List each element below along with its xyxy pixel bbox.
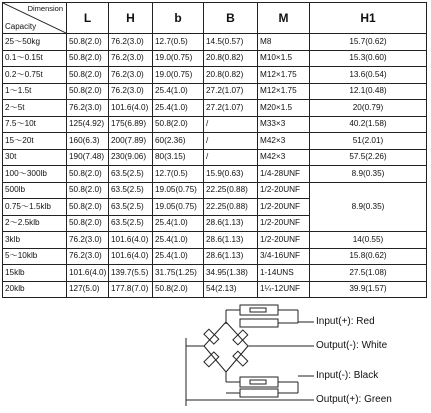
cell-h1: 13.6(0.54): [310, 67, 427, 84]
cell-h1: 12.1(0.48): [310, 83, 427, 100]
cell-b-small: 60(2.36): [153, 133, 204, 150]
table-row: [3, 265, 427, 282]
cell-l: 50.8(2.0): [67, 215, 109, 232]
cell-l: 76.2(3.0): [67, 232, 109, 249]
cell-m: 1/2-20UNF: [258, 232, 310, 249]
cell-b-small: 19.0(0.75): [153, 67, 204, 84]
cell-b-small: 12.7(0.5): [153, 166, 204, 183]
cell-b: 22.25(0.88): [204, 182, 258, 199]
cell-b-small: 25.4(1.0): [153, 215, 204, 232]
cell-capacity: 2～2.5klb: [3, 215, 67, 232]
cell-m: M8: [258, 34, 310, 51]
cell-m: 1/2-20UNF: [258, 215, 310, 232]
cell-b: 20.8(0.82): [204, 67, 258, 84]
cell-m: M12×1.75: [258, 67, 310, 84]
cell-b: 28.6(1.13): [204, 215, 258, 232]
wiring-diagram: [178, 300, 431, 408]
cell-h: 230(9.06): [109, 149, 153, 166]
cell-l: 50.8(2.0): [67, 50, 109, 67]
cell-h1: 15.8(0.62): [310, 248, 427, 265]
cell-h1: 57.5(2.26): [310, 149, 427, 166]
table-row: [3, 248, 427, 265]
corner-header: [3, 3, 67, 34]
table-row: [3, 182, 427, 199]
cell-h1: 39.9(1.57): [310, 281, 427, 298]
cell-l: 76.2(3.0): [67, 248, 109, 265]
col-header-b-small: b: [153, 3, 204, 34]
cell-l: 190(7.48): [67, 149, 109, 166]
cell-capacity: 15klb: [3, 265, 67, 282]
cell-b: /: [204, 116, 258, 133]
cell-b-small: 31.75(1.25): [153, 265, 204, 282]
cell-l: 50.8(2.0): [67, 199, 109, 216]
cell-h: 63.5(2.5): [109, 199, 153, 216]
cell-capacity: 0.75～1.5klb: [3, 199, 67, 216]
cell-h: 175(6.89): [109, 116, 153, 133]
table-row: [3, 83, 427, 100]
bridge-circuit: [178, 300, 431, 408]
cell-h1: 15.7(0.62): [310, 34, 427, 51]
table-row: [3, 116, 427, 133]
label-output-negative: Output(-): White: [316, 340, 388, 351]
cell-l: 101.6(4.0): [67, 265, 109, 282]
cell-b-small: 19.0(0.75): [153, 50, 204, 67]
label-output-positive: Output(+): Green: [316, 394, 392, 405]
cell-capacity: 30t: [3, 149, 67, 166]
cell-capacity: 1～1.5t: [3, 83, 67, 100]
dimension-table: [2, 2, 427, 298]
cell-l: 125(4.92): [67, 116, 109, 133]
cell-h: 76.2(3.0): [109, 83, 153, 100]
cell-m: M12×1.75: [258, 83, 310, 100]
label-input-positive: Input(+): Red: [316, 316, 375, 327]
col-header-h: H: [109, 3, 153, 34]
table-row: [3, 281, 427, 298]
dimension-label: Dimension: [27, 4, 63, 13]
cell-h: 76.2(3.0): [109, 67, 153, 84]
cell-m: M20×1.5: [258, 100, 310, 117]
table-row: [3, 133, 427, 150]
cell-b: 27.2(1.07): [204, 100, 258, 117]
cell-capacity: 3klb: [3, 232, 67, 249]
cell-m: 1¼-12UNF: [258, 281, 310, 298]
cell-b: /: [204, 149, 258, 166]
cell-l: 76.2(3.0): [67, 100, 109, 117]
cell-h1: 15.3(0.60): [310, 50, 427, 67]
cell-b: /: [204, 133, 258, 150]
col-header-m: M: [258, 3, 310, 34]
cell-h1: 27.5(1.08): [310, 265, 427, 282]
cell-m: 1/2-20UNF: [258, 199, 310, 216]
cell-b-small: 25.4(1.0): [153, 83, 204, 100]
cell-capacity: 15～20t: [3, 133, 67, 150]
cell-capacity: 0.2～0.75t: [3, 67, 67, 84]
cell-capacity: 0.1～0.15t: [3, 50, 67, 67]
cell-m: M42×3: [258, 133, 310, 150]
cell-b: 14.5(0.57): [204, 34, 258, 51]
cell-h1: 14(0.55): [310, 232, 427, 249]
label-input-negative: Input(-): Black: [316, 370, 379, 381]
cell-b: 22.25(0.88): [204, 199, 258, 216]
col-header-h1: H1: [310, 3, 427, 34]
header-row: [3, 3, 427, 34]
cell-b: 27.2(1.07): [204, 83, 258, 100]
bridge-diamond: [204, 322, 248, 372]
cell-h: 101.6(4.0): [109, 100, 153, 117]
cell-l: 50.8(2.0): [67, 166, 109, 183]
cell-capacity: 20klb: [3, 281, 67, 298]
cell-m: M42×3: [258, 149, 310, 166]
cell-capacity: 25～50kg: [3, 34, 67, 51]
cell-b-small: 19.05(0.75): [153, 199, 204, 216]
cell-l: 50.8(2.0): [67, 83, 109, 100]
cell-capacity: 7.5～10t: [3, 116, 67, 133]
table-row: [3, 50, 427, 67]
col-header-l: L: [67, 3, 109, 34]
cell-b: 28.6(1.13): [204, 248, 258, 265]
cell-m: M10×1.5: [258, 50, 310, 67]
cell-capacity: 5～10klb: [3, 248, 67, 265]
cell-b-small: 25.4(1.0): [153, 232, 204, 249]
cell-b-small: 25.4(1.0): [153, 248, 204, 265]
cell-h: 200(7.89): [109, 133, 153, 150]
cell-m: 3/4-16UNF: [258, 248, 310, 265]
table-body: [3, 34, 427, 298]
table-row: [3, 232, 427, 249]
table-row: [3, 166, 427, 183]
capacity-label: Capacity: [5, 22, 37, 31]
cell-h1: 20(0.79): [310, 100, 427, 117]
table-row: [3, 34, 427, 51]
cell-capacity: 100～300lb: [3, 166, 67, 183]
cell-l: 50.8(2.0): [67, 34, 109, 51]
cell-l: 50.8(2.0): [67, 182, 109, 199]
cell-h1: 51(2.01): [310, 133, 427, 150]
cell-h1: 40.2(1.58): [310, 116, 427, 133]
table-row: [3, 67, 427, 84]
cell-capacity: 500lb: [3, 182, 67, 199]
cell-b: 54(2.13): [204, 281, 258, 298]
cell-h: 101.6(4.0): [109, 232, 153, 249]
cell-h: 76.2(3.0): [109, 50, 153, 67]
cell-m: M33×3: [258, 116, 310, 133]
cell-b-small: 50.8(2.0): [153, 281, 204, 298]
col-header-b: B: [204, 3, 258, 34]
cell-h: 63.5(2.5): [109, 166, 153, 183]
cell-b-small: 19.05(0.75): [153, 182, 204, 199]
cell-h: 101.6(4.0): [109, 248, 153, 265]
cell-b-small: 25.4(1.0): [153, 100, 204, 117]
cell-b: 15.9(0.63): [204, 166, 258, 183]
cell-l: 50.8(2.0): [67, 67, 109, 84]
cell-h1-merged: 8.9(0.35): [310, 182, 427, 232]
cell-m: 1/2-20UNF: [258, 182, 310, 199]
table-row: [3, 149, 427, 166]
cell-b: 34.95(1.38): [204, 265, 258, 282]
cell-m: 1-14UNS: [258, 265, 310, 282]
cell-h: 177.8(7.0): [109, 281, 153, 298]
cell-capacity: 2～5t: [3, 100, 67, 117]
cell-b-small: 80(3.15): [153, 149, 204, 166]
cell-b: 28.6(1.13): [204, 232, 258, 249]
cell-h: 76.2(3.0): [109, 34, 153, 51]
cell-h1: 8.9(0.35): [310, 166, 427, 183]
cell-l: 127(5.0): [67, 281, 109, 298]
cell-l: 160(6.3): [67, 133, 109, 150]
cell-h: 139.7(5.5): [109, 265, 153, 282]
table-row: [3, 100, 427, 117]
cell-b: 20.8(0.82): [204, 50, 258, 67]
cell-b-small: 12.7(0.5): [153, 34, 204, 51]
cell-h: 63.5(2.5): [109, 182, 153, 199]
cell-m: 1/4-28UNF: [258, 166, 310, 183]
cell-b-small: 50.8(2.0): [153, 116, 204, 133]
cell-h: 63.5(2.5): [109, 215, 153, 232]
